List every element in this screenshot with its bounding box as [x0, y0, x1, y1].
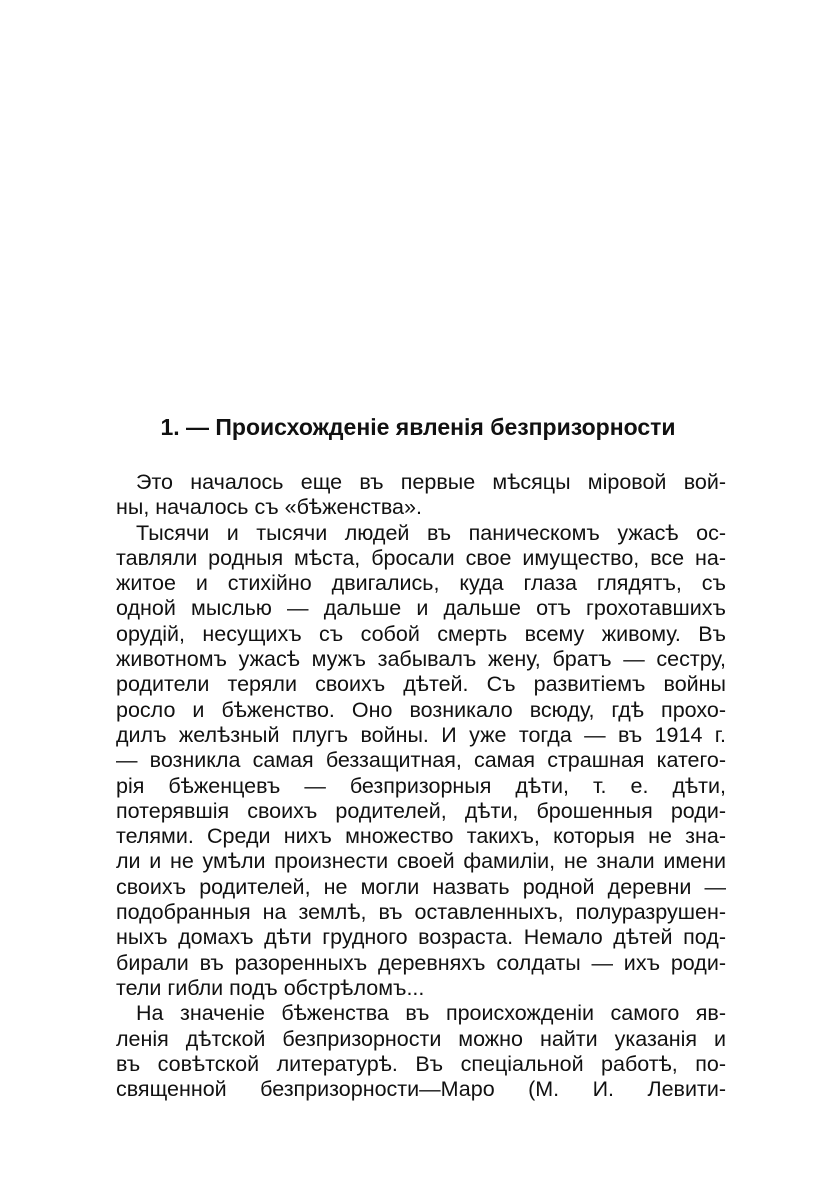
text-line: рія бѣженцевъ — безпризорныя дѣти, т. е. дѣти,: [116, 773, 726, 798]
text-line: телями. Среди нихъ множество такихъ, которыя не зна-: [116, 824, 726, 849]
body-text: [116, 470, 726, 1102]
text-line: На значеніе бѣженства въ происхожденіи самого яв-: [136, 1001, 726, 1026]
text-line: священной безпризорности—Маро (М. И. Левити-: [116, 1077, 726, 1102]
section-heading: 1. — Происхожденіе явленія безпризорности: [160, 414, 676, 440]
text-line: тели гибли подъ обстрѣломъ...: [116, 975, 425, 1000]
text-line: ныхъ домахъ дѣти грудного возраста. Немало дѣтей под-: [116, 925, 726, 950]
text-line: тавляли родныя мѣста, бросали свое имущество, все на-: [116, 545, 726, 570]
text-line: — возникла самая беззащитная, самая страшная катего-: [116, 748, 726, 773]
text-line: дилъ желѣзный плугъ войны. И уже тогда — въ 1914 г.: [116, 722, 726, 747]
text-line: потерявшія своихъ родителей, дѣти, брошенныя роди-: [116, 798, 726, 823]
text-line: орудій, несущихъ съ собой смерть всему живому. Въ: [116, 621, 726, 646]
text-line: ленія дѣтской безпризорности можно найти указанія и: [116, 1026, 726, 1051]
text-line: ны, началось съ «бѣженства».: [116, 495, 422, 520]
text-line: родители теряли своихъ дѣтей. Съ развитіемъ войны: [116, 672, 726, 697]
text-line: росло и бѣженство. Оно возникало всюду, гдѣ прохо-: [116, 697, 726, 722]
text-line: въ совѣтской литературѣ. Въ спеціальной работѣ, по-: [116, 1051, 726, 1076]
text-line: житое и стихійно двигались, куда глаза глядятъ, съ: [116, 571, 726, 596]
text-line: бирали въ разоренныхъ деревняхъ солдаты — ихъ роди-: [116, 950, 726, 975]
text-line: одной мыслью — дальше и дальше отъ грохотавшихъ: [116, 596, 726, 621]
text-line: ли и не умѣли произнести своей фамиліи, не знали имени: [116, 849, 726, 874]
text-line: Тысячи и тысячи людей въ паническомъ ужасѣ ос-: [136, 520, 726, 545]
text-line: животномъ ужасѣ мужъ забывалъ жену, братъ — сестру,: [116, 647, 726, 672]
text-line: своихъ родителей, не могли назвать родной деревни —: [116, 874, 726, 899]
text-line: Это началось еще въ первые мѣсяцы міровой вой-: [136, 470, 726, 494]
text-line: подобранныя на землѣ, въ оставленныхъ, полуразрушен-: [116, 900, 726, 925]
